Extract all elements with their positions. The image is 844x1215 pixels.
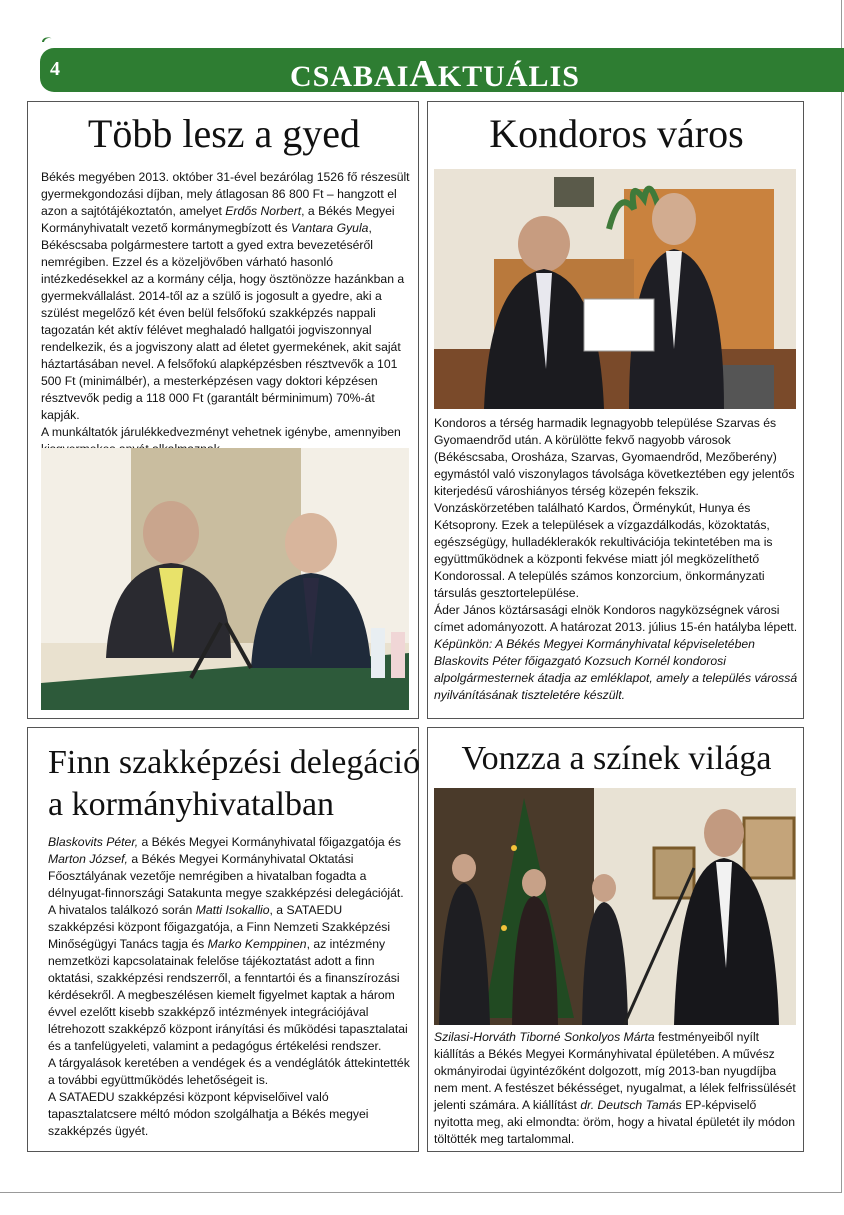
article-paragraph: Kondoros a térség harmadik legnagyobb települése Szarvas és Gyomaendrőd után. A körülötte fekvő nagyobb városok (Békéscsaba, Orosháza, Szarvas, Gyomaendrőd, Mezőberény) egymástól való viszonylagos távolsága következtében egy jelentős kiterjedésű városhiányos térség közepén fekszik. Vonzáskörzetében található Kardos, Örménykút, Hunya és Kétsoprony. Ezek a települések a vízgazdálkodás, közoktatás, egészségügy, hulladéklerakók rekultivációja tekintetében ma is együttműködnek a központi fekvése miatt jól megközelíthető Kondorossal. A település számos konzorcium, önkormányzati társulás gesztortelepülése. <box>434 416 795 600</box>
person-name: Erdős Norbert <box>225 204 302 218</box>
exhibition-opening-photo <box>434 788 796 1025</box>
article-paragraph: Szilasi-Horváth Tiborné Sonkolyos Márta festményeiből nyílt kiállítás a Békés Megyei Kormányhivatal épületében. A művész okmányirodai ügyintézőként dolgozott, míg 2013-ban nyugdíjba nem ment. A festészet békésséget, nyugalmat, a lélek felfrissülését jelenti számára. A kiállítást dr. Deutsch Tamás EP-képviselő nyitotta meg, aki elmondta: öröm, hogy a hivatal épületét ily módon töltötték meg tartalommal. <box>434 1030 796 1146</box>
article-body <box>434 415 798 704</box>
masthead-initial: A <box>409 53 438 95</box>
article-body <box>41 169 411 458</box>
press-conference-photo <box>41 448 409 710</box>
article-body <box>434 1029 798 1148</box>
masthead-part2: KTUÁLIS <box>437 60 580 93</box>
article-title: Kondoros város <box>489 111 744 156</box>
article-kondoros <box>427 101 804 719</box>
person-name: Marko Kemppinen <box>207 937 307 951</box>
article-finn <box>27 727 419 1152</box>
article-paragraph: A SATAEDU szakképzési központ képviselőivel való tapasztalatcsere méltó módon szolgálhatja a Békés megyei szakképzés ügyét. <box>48 1090 369 1138</box>
article-title-line1: Finn szakképzési delegáció <box>48 744 420 781</box>
article-title: Több lesz a gyed <box>87 111 361 156</box>
article-paragraph: Áder János köztársasági elnök Kondoros nagyközségnek városi címet adományozott. A határozat 2013. július 15-én hatályba lépett. Képünkön: A Békés Megyei Kormányhivatal képviseletében Blaskovits Péter főigazgató Kozsuch Kornél kondorosi alpolgármesternek átadja az emléklapot, amely a település várossá nyilvánításának tiszteletére készült. <box>434 603 798 702</box>
person-name: Vantara Gyula <box>290 221 369 235</box>
article-paragraph: Blaskovits Péter, a Békés Megyei Kormányhivatal főigazgatója és Marton József, a Békés Megyei Kormányhivatal Oktatási Főosztályának vezetője nemrégiben a hivatalban fogadta a délnyugat-finnországi Satakunta megye szakképzési delegációját. A hivatalos találkozó során Matti Isokallio, a SATAEDU szakképzési központ főigazgatója, a Finn Nemzeti Szakképzési Minőségügyi Tanács tagja és Marko Kemppinen, az intézmény nemzetközi kapcsolatainak felelőse tájékoztatást adott a finn oktatási, szakképzési rendszerről, a fenntartói és a finanszírozási kérdésekről. A megbeszélésen kiemelt figyelmet kaptak a három évvel ezelőtt kisebb szakképző intézmények integrációjával létrehozott szakképző központ irányítási és működési tapasztalatai és a tanfelügyeleti, valamint a pedagógus értékelési rendszer. <box>48 835 408 1053</box>
masthead-part1: CSABAI <box>290 60 410 93</box>
article-gyed <box>27 101 419 719</box>
person-name: dr. Deutsch Tamás <box>580 1098 682 1112</box>
person-name: Szilasi-Horváth Tiborné Sonkolyos Márta <box>434 1030 655 1044</box>
page-number: 4 <box>50 58 60 80</box>
article-paragraph: A munkáltatók járulékkedvezményt vehetnek igénybe, amennyiben <box>41 425 401 439</box>
person-name: Matti Isokallio <box>195 903 270 917</box>
swirl-logo-icon <box>40 34 54 46</box>
article-paragraph: Békés megyében 2013. október 31-ével bezárólag 1526 fő részesült gyermekgondozási díjban, mely átlagosan 86 800 Ft – hangzott el azon a sajtótájékoztatón, amelyet Erdős Norbert, a Békés Megyei Kormányhivatalt vezető kormánymegbízott és Vantara Gyula, Békéscsaba polgármestere tartott a gyed extra bevezetéséről nemrégiben. Ezzel és a közeljövőben várható hasonló intézkedésekkel az a kormány célja, hogy ösztönözze hazánkban a gyermekvállalást. 2014-től az a szülő is jogosult a gyedre, aki a szülést megelőző két éven belül felsőfokú szakképzés nappali tagozatán két aktív félévet meghaladó hallgatói jogviszonnyal rendelkezik, és a jogviszony alatt ad életet gyermekének, akit saját háztartásában nevel. A felsőfokú alapképzésben résztvevők a 101 500 Ft (minimálbér), a mesterképzésen vagy doktori képzésen résztvevők pedig a 118 000 Ft (garantált bérminimum) 70%-át kapják. <box>41 170 410 422</box>
article-paragraph: A tárgyalások keretében a vendégek és a vendéglátók áttekintették a további együttműködés lehetőségeit is. <box>48 1056 410 1087</box>
article-vonzza <box>427 727 804 1152</box>
photo-caption: Képünkön: A Békés Megyei Kormányhivatal képviseletében Blaskovits Péter főigazgató Kozsuch Kornél kondorosi alpolgármesternek átadja az emléklapot, amely a település várossá nyilvánításának tiszteletére készült. <box>434 637 798 702</box>
award-ceremony-photo <box>434 169 796 409</box>
person-name: Marton József, <box>48 852 128 866</box>
masthead <box>290 52 580 96</box>
article-body <box>48 834 410 1140</box>
article-title <box>48 742 420 826</box>
person-name: Blaskovits Péter, <box>48 835 139 849</box>
article-title: Vonzza a színek világa <box>461 740 772 777</box>
article-title-line2: a kormányhivatalban <box>48 786 335 823</box>
